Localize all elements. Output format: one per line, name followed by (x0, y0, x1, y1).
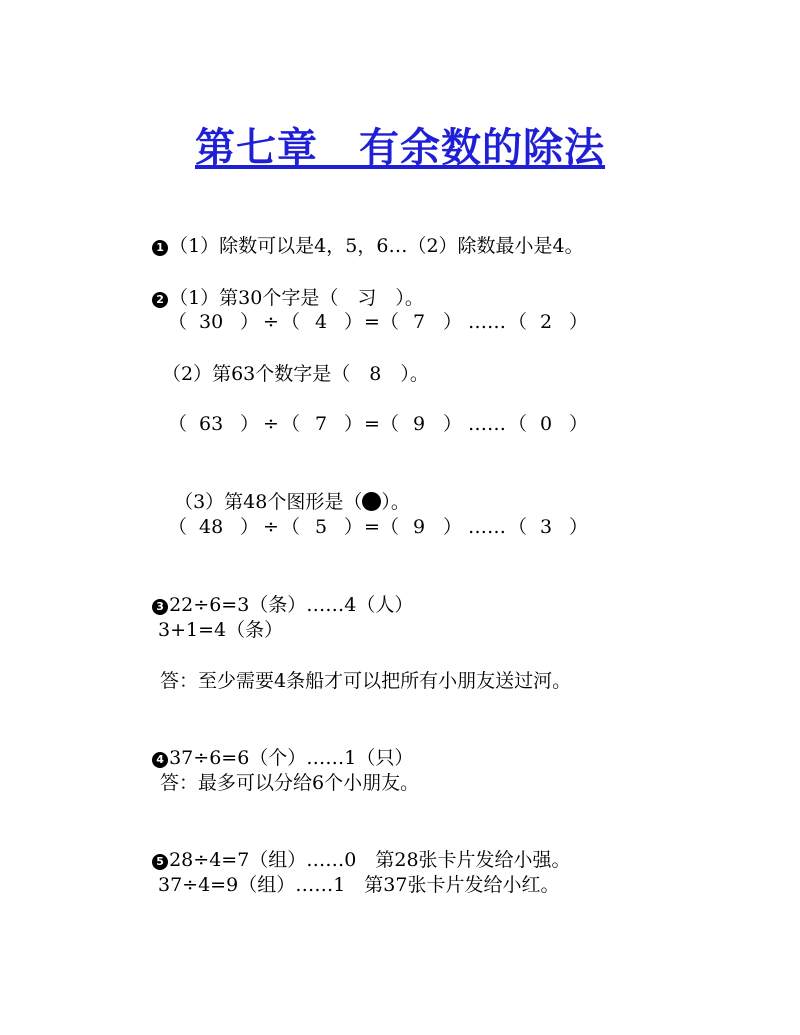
paren-left: （ (380, 516, 400, 538)
paren-left: （ (508, 311, 528, 333)
question-number-badge: 1 (152, 240, 168, 256)
question-4-line-1: 37÷6=6（个）……1（只） (169, 747, 414, 769)
question-4-answer: 答：最多可以分给6个小朋友。 (160, 772, 420, 794)
dividend: 48 (199, 516, 224, 538)
paren-left: （ (281, 516, 301, 538)
divisor: 5 (315, 516, 328, 538)
question-3-answer: 答：至少需要4条船才可以把所有小朋友送过河。 (160, 670, 572, 692)
question-number-badge: 4 (152, 752, 168, 768)
question-3-line-2: 3+1=4（条） (158, 619, 284, 641)
dividend: 63 (199, 413, 224, 435)
filled-circle-icon (362, 492, 381, 511)
paren-right: ） (240, 311, 260, 333)
remainder-dots: …… (468, 413, 506, 435)
question-3 (140, 566, 413, 618)
question-2-part-2: （2）第63个数字是（ 8 ）。 (162, 363, 429, 385)
quotient: 9 (413, 413, 426, 435)
question-5-line-2: 37÷4=9（组）……1 第37张卡片发给小红。 (158, 874, 560, 896)
remainder-dots: …… (468, 516, 506, 538)
divide-sign: ÷ (263, 413, 279, 435)
paren-left: （ (168, 516, 188, 538)
paren-right: ） (443, 413, 463, 435)
equals-sign: = (364, 413, 380, 435)
remainder: 2 (540, 311, 553, 333)
question-2-part-1-text: （1）第30个字是（ 习 ）。 (169, 287, 424, 309)
paren-right: ） (344, 516, 364, 538)
quotient: 7 (413, 311, 426, 333)
paren-right: ） (443, 311, 463, 333)
paren-right: ） (240, 413, 260, 435)
paren-left: （ (508, 516, 528, 538)
divide-sign: ÷ (263, 311, 279, 333)
question-2-part-3-end: ）。 (381, 491, 410, 513)
paren-left: （ (380, 311, 400, 333)
paren-left: （ (168, 311, 188, 333)
paren-right: ） (344, 311, 364, 333)
paren-left: （ (508, 413, 528, 435)
paren-right: ） (569, 413, 589, 435)
question-number-badge: 2 (152, 292, 168, 308)
question-5-line-1: 28÷4=7（组）……0 第28张卡片发给小强。 (169, 849, 571, 871)
paren-left: （ (281, 311, 301, 333)
quotient: 9 (413, 516, 426, 538)
paren-left: （ (380, 413, 400, 435)
question-1 (140, 207, 584, 259)
question-2-part-1 (140, 259, 424, 311)
divide-sign: ÷ (263, 516, 279, 538)
question-3-line-1: 22÷6=3（条）……4（人） (169, 594, 414, 616)
equals-sign: = (364, 311, 380, 333)
dividend: 30 (199, 311, 224, 333)
page-title: 第七章 有余数的除法 (195, 124, 605, 171)
paren-left: （ (281, 413, 301, 435)
paren-right: ） (240, 516, 260, 538)
divisor: 7 (315, 413, 328, 435)
divisor: 4 (315, 311, 328, 333)
remainder-dots: …… (468, 311, 506, 333)
paren-right: ） (569, 516, 589, 538)
question-5 (140, 821, 571, 873)
remainder: 3 (540, 516, 553, 538)
question-1-text: （1）除数可以是4，5，6…（2）除数最小是4。 (169, 235, 584, 257)
paren-right: ） (569, 311, 589, 333)
paren-right: ） (443, 516, 463, 538)
question-number-badge: 5 (152, 854, 168, 870)
equals-sign: = (364, 516, 380, 538)
question-4 (140, 719, 413, 771)
question-2-part-3 (162, 463, 410, 515)
question-2-part-3-text: （3）第48个图形是（ (174, 491, 363, 513)
question-number-badge: 3 (152, 599, 168, 615)
paren-right: ） (344, 413, 364, 435)
remainder: 0 (540, 413, 553, 435)
paren-left: （ (168, 413, 188, 435)
